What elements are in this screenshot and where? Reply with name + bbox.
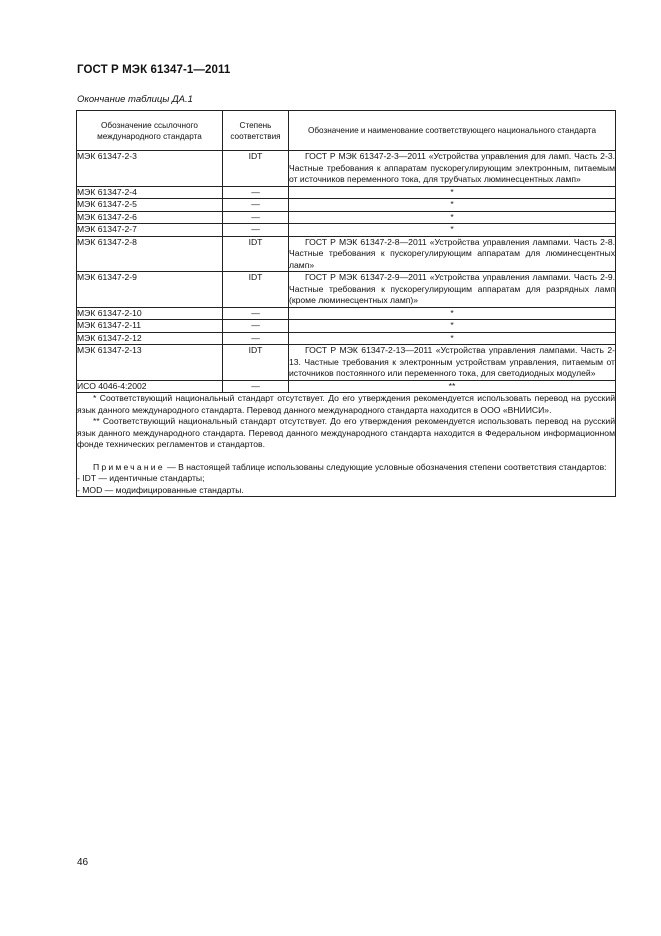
degree-cell: IDT	[223, 272, 289, 308]
ref-cell: МЭК 61347-2-8	[77, 236, 223, 272]
degree-cell: —	[223, 211, 289, 224]
table-row	[77, 224, 616, 237]
degree-cell: IDT	[223, 345, 289, 381]
note-item-mod: - MOD — модифицированные стандарты.	[77, 484, 244, 495]
ref-cell: МЭК 61347-2-12	[77, 332, 223, 345]
ref-cell: МЭК 61347-2-7	[77, 224, 223, 237]
header-ref: Обозначение ссылочного международного стандарта	[77, 111, 223, 151]
degree-cell: —	[223, 320, 289, 333]
table-row	[77, 332, 616, 345]
national-cell: *	[289, 332, 616, 345]
ref-cell: МЭК 61347-2-9	[77, 272, 223, 308]
table-row	[77, 320, 616, 333]
ref-cell: ИСО 4046-4:2002	[77, 380, 223, 393]
national-cell: ГОСТ Р МЭК 61347-2-3—2011 «Устройства управления для ламп. Часть 2-3. Частные требования к аппаратам пускорегулирующим электронным, питаемым от источников переменного тока, для трубчатых люминесцентных ламп»	[289, 151, 615, 184]
table-caption: Окончание таблицы ДА.1	[77, 94, 193, 105]
ref-cell: МЭК 61347-2-5	[77, 199, 223, 212]
degree-cell: —	[223, 186, 289, 199]
note-text: — В настоящей таблице использованы следующие условные обозначения степени соответствия стандартов:	[164, 461, 607, 472]
table-row	[77, 345, 616, 381]
national-cell: **	[289, 380, 616, 393]
degree-cell: —	[223, 332, 289, 345]
degree-cell: —	[223, 224, 289, 237]
footnote-single-asterisk: * Соответствующий национальный стандарт отсутствует. До его утверждения рекомендуется использовать перевод на русский язык данного международного стандарта. Перевод данного международного стандарта находится в ООО «ВНИИСИ».	[77, 393, 615, 415]
ref-cell: МЭК 61347-2-4	[77, 186, 223, 199]
notes-cell	[77, 393, 616, 497]
standards-table	[76, 110, 616, 497]
table-row	[77, 199, 616, 212]
table-row	[77, 380, 616, 393]
table-row	[77, 211, 616, 224]
table-note	[77, 462, 615, 474]
document-code: ГОСТ Р МЭК 61347-1—2011	[77, 64, 231, 76]
table-row	[77, 186, 616, 199]
national-cell: *	[289, 320, 616, 333]
page-number: 46	[77, 857, 89, 868]
note-label: Примечание	[93, 461, 165, 472]
degree-cell: IDT	[223, 236, 289, 272]
note-item-idt: - IDT — идентичные стандарты;	[77, 473, 205, 483]
table-row	[77, 307, 616, 320]
degree-cell: —	[223, 199, 289, 212]
ref-cell: МЭК 61347-2-10	[77, 307, 223, 320]
national-cell: *	[289, 307, 616, 320]
notes-row	[77, 393, 616, 497]
national-cell: *	[289, 186, 616, 199]
table-row	[77, 236, 616, 272]
national-cell: *	[289, 224, 616, 237]
ref-cell: МЭК 61347-2-11	[77, 320, 223, 333]
national-cell: ГОСТ Р МЭК 61347-2-8—2011 «Устройства управления лампами. Часть 2-8. Частные требования к пускорегулирующим аппаратам для люминесцентных ламп»	[289, 236, 615, 270]
table-row	[77, 272, 616, 308]
footnote-double-asterisk: ** Соответствующий национальный стандарт отсутствует. До его утверждения рекомендуется использовать перевод на русский язык данного международного стандарта. Перевод данного международного стандарта находится в Федеральном информационном фонде технических регламентов и стандартов.	[77, 416, 615, 449]
table-row	[77, 151, 616, 187]
header-degree: Степень соответствия	[223, 111, 289, 151]
table-header-row	[77, 111, 616, 151]
ref-cell: МЭК 61347-2-3	[77, 151, 223, 187]
national-cell: *	[289, 199, 616, 212]
ref-cell: МЭК 61347-2-13	[77, 345, 223, 381]
degree-cell: —	[223, 380, 289, 393]
national-cell: *	[289, 211, 616, 224]
degree-cell: —	[223, 307, 289, 320]
national-cell: ГОСТ Р МЭК 61347-2-13—2011 «Устройства управления лампами. Часть 2-13. Частные требования к электронным устройствам управления, питаемым от источников постоянного или переменного тока, для светодиодных модулей»	[289, 345, 615, 378]
header-national: Обозначение и наименование соответствующего национального стандарта	[289, 111, 616, 151]
ref-cell: МЭК 61347-2-6	[77, 211, 223, 224]
national-cell: ГОСТ Р МЭК 61347-2-9—2011 «Устройства управления лампами. Часть 2-9. Частные требования к пускорегулирующим аппаратам для разрядных ламп (кроме люминесцентных ламп)»	[289, 272, 615, 305]
degree-cell: IDT	[223, 151, 289, 187]
